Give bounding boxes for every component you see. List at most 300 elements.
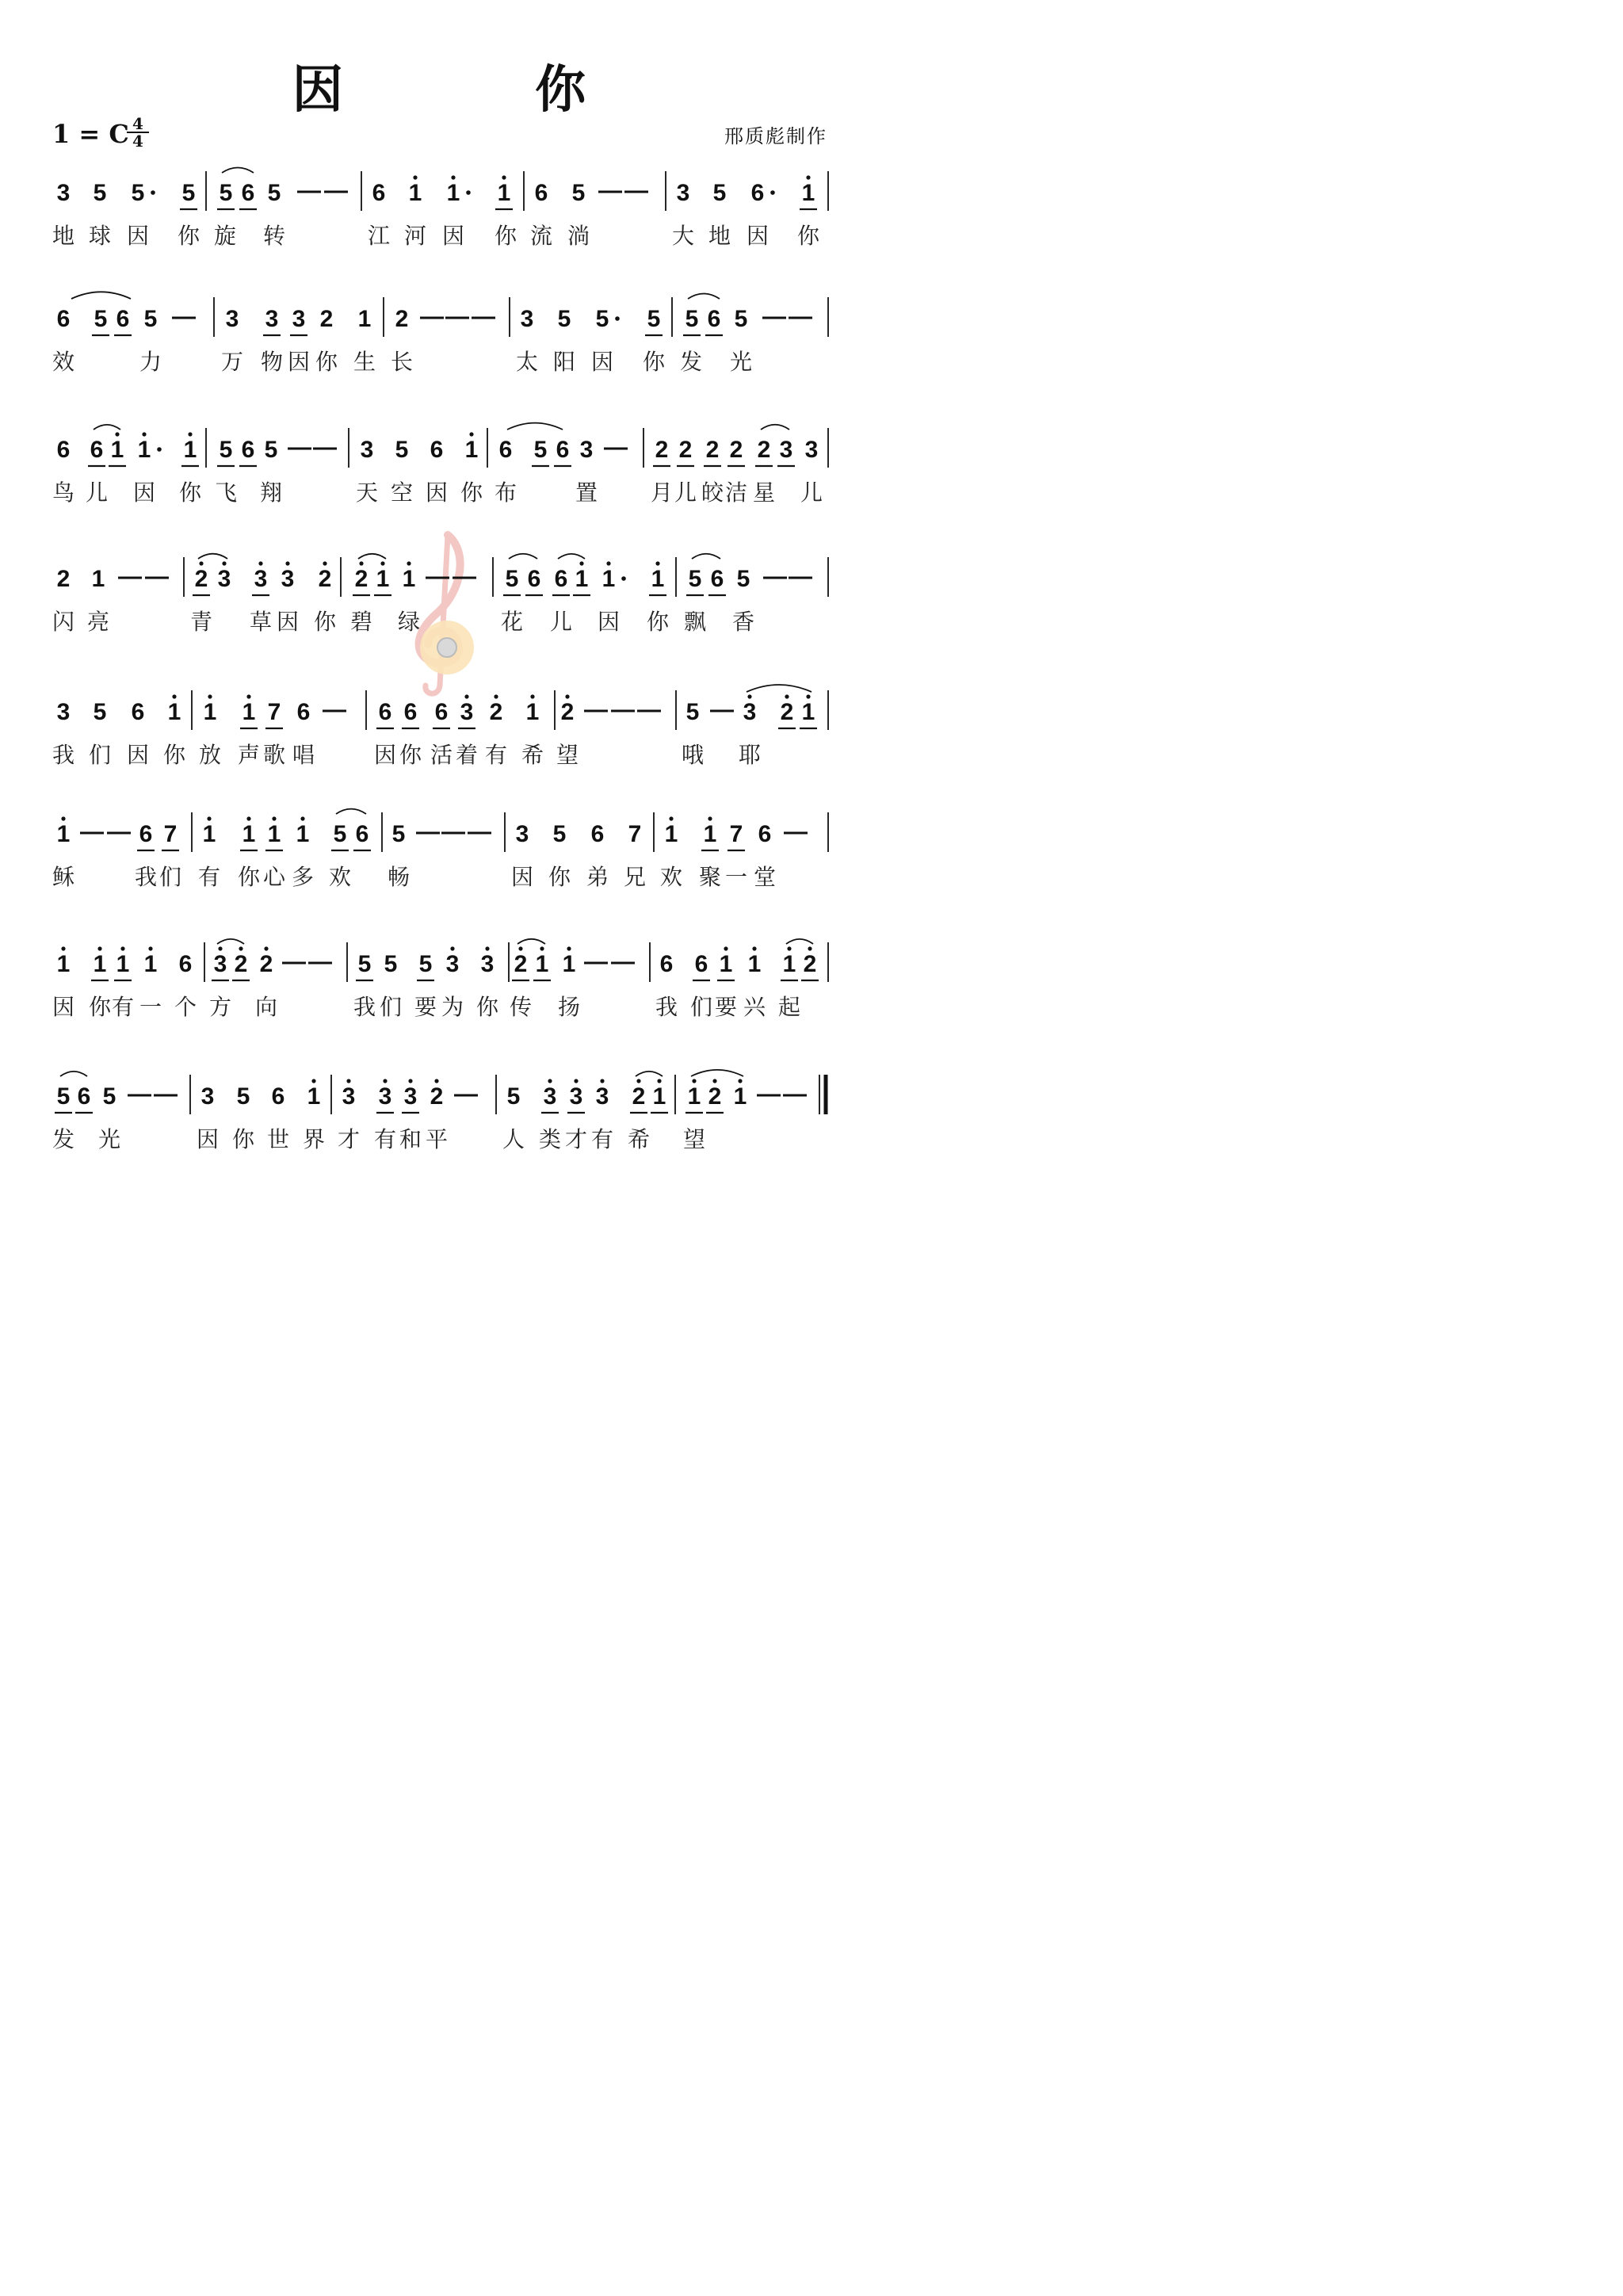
slur: [558, 554, 585, 559]
high-octave-dot: [218, 946, 222, 950]
lyric-char: 有: [111, 994, 135, 1020]
note-6: 6: [241, 180, 255, 206]
note-2: 2: [430, 1083, 444, 1110]
lyric-char: 一: [724, 864, 748, 890]
high-octave-dot: [565, 694, 569, 698]
lyric-char: 欢: [328, 864, 352, 890]
lyric-char: 心: [262, 864, 286, 890]
lyric-char: 要: [714, 994, 738, 1020]
slur: [691, 1070, 743, 1076]
lyric-char: 飘: [683, 609, 707, 635]
dash-extension: —: [604, 434, 628, 460]
note-3: 3: [515, 821, 529, 847]
lyric-char: 儿: [85, 479, 109, 506]
lyric-char: 人: [502, 1126, 525, 1152]
note-1: 1: [296, 821, 310, 847]
lyric-char: 有: [197, 864, 221, 890]
note-5: 5: [552, 821, 567, 847]
high-octave-dot: [148, 946, 152, 950]
note-5: 5: [734, 306, 748, 332]
high-octave-dot: [61, 946, 65, 950]
lyric-char: 向: [254, 994, 278, 1020]
note-1: 1: [307, 1083, 321, 1110]
lyric-char: 因: [597, 609, 621, 635]
lyric-char: 平: [425, 1126, 449, 1152]
high-octave-dot: [172, 694, 176, 698]
note-5: 5: [93, 699, 107, 725]
note-3: 3: [56, 699, 71, 725]
high-octave-dot: [752, 946, 756, 950]
lyric-char: 我: [134, 864, 158, 890]
slur: [688, 294, 720, 300]
dash-extension: —: [426, 563, 449, 590]
meter-denominator: 4: [127, 132, 149, 149]
lyric-char: 传: [509, 994, 533, 1020]
note-5: 5: [357, 951, 372, 977]
note-7: 7: [729, 821, 743, 847]
slur: [358, 554, 386, 559]
note-2: 2: [705, 437, 720, 463]
high-octave-dot: [808, 946, 812, 950]
dash-extension: —: [172, 304, 196, 330]
high-octave-dot: [724, 946, 727, 950]
high-octave-dot: [451, 175, 455, 179]
note-1: 1: [357, 306, 372, 332]
lyric-char: 儿: [800, 479, 823, 506]
note-3: 3: [254, 566, 268, 592]
lyric-char: 活: [430, 742, 453, 768]
note-1: 1: [719, 951, 733, 977]
high-octave-dot: [246, 694, 250, 698]
note-3: 3: [480, 951, 495, 977]
note-1: 1: [143, 951, 158, 977]
note-6: 6: [241, 437, 255, 463]
high-octave-dot: [380, 561, 384, 565]
note-5: 5: [712, 180, 727, 206]
lyric-char: 翔: [259, 479, 283, 506]
high-octave-dot: [188, 432, 192, 436]
note-5: 5: [685, 306, 699, 332]
lyric-char: 皎: [701, 479, 724, 506]
note-5: 5: [264, 437, 278, 463]
note-6: 6: [498, 437, 513, 463]
lyric-char: 们: [689, 994, 713, 1020]
lyric-char: 绿: [397, 609, 421, 635]
note-7: 7: [628, 821, 642, 847]
lyric-char: 天: [355, 479, 379, 506]
note-3: 3: [804, 437, 819, 463]
high-octave-dot: [708, 816, 712, 820]
note-2: 2: [318, 566, 332, 592]
lyric-char: 你: [646, 609, 670, 635]
note-3: 3: [265, 306, 279, 332]
high-octave-dot: [408, 1079, 412, 1083]
note-1: 1: [242, 821, 256, 847]
note-2: 2: [655, 437, 669, 463]
note-5: 5: [333, 821, 347, 847]
lyric-char: 们: [158, 864, 182, 890]
note-1: 1: [183, 437, 197, 463]
lyric-char: 力: [139, 349, 162, 375]
high-octave-dot: [485, 946, 489, 950]
lyric-char: 旋: [213, 223, 237, 249]
note-5: 5: [131, 180, 145, 206]
note-1: 1: [110, 437, 124, 463]
lyric-char: 方: [208, 994, 232, 1020]
high-octave-dot: [636, 1079, 640, 1083]
lyric-char: 你: [162, 742, 186, 768]
lyric-char: 因: [373, 742, 397, 768]
note-5: 5: [181, 180, 196, 206]
note-2: 2: [708, 1083, 722, 1110]
lyric-char: 聚: [698, 864, 722, 890]
dash-extension: —: [789, 563, 812, 590]
note-3: 3: [378, 1083, 392, 1110]
note-1: 1: [93, 951, 107, 977]
high-octave-dot: [239, 946, 242, 950]
lyric-char: 因: [441, 223, 465, 249]
high-octave-dot: [518, 946, 522, 950]
lyric-char: 唱: [292, 742, 315, 768]
note-1: 1: [116, 951, 130, 977]
dash-extension: —: [445, 304, 469, 330]
note-3: 3: [569, 1083, 583, 1110]
lyric-char: 畅: [387, 864, 411, 890]
lyric-char: 你: [88, 994, 112, 1020]
note-5: 5: [102, 1083, 116, 1110]
lyric-char: 发: [52, 1126, 75, 1152]
lyric-char: 你: [315, 349, 338, 375]
note-1: 1: [562, 951, 576, 977]
lyric-char: 闪: [52, 609, 75, 635]
lyric-char: 生: [353, 349, 376, 375]
lyric-char: 空: [390, 479, 414, 506]
high-octave-dot: [469, 432, 473, 436]
lyric-char: 多: [291, 864, 315, 890]
lyric-char: 光: [729, 349, 753, 375]
lyric-char: 地: [52, 223, 75, 249]
score-row: [52, 423, 828, 506]
slur: [60, 1072, 87, 1076]
note-6: 6: [355, 821, 369, 847]
dash-extension: —: [282, 949, 306, 975]
lyric-char: 大: [671, 223, 695, 249]
note-1: 1: [497, 180, 511, 206]
note-5: 5: [533, 437, 548, 463]
note-1: 1: [376, 566, 390, 592]
note-1: 1: [56, 951, 71, 977]
lyric-char: 江: [367, 223, 391, 249]
dash-extension: —: [441, 819, 465, 845]
note-5: 5: [395, 437, 409, 463]
note-3: 3: [445, 951, 460, 977]
dash-extension: —: [420, 304, 444, 330]
dash-extension: —: [710, 697, 734, 723]
lyric-char: 个: [174, 994, 197, 1020]
lyric-char: 星: [752, 479, 776, 506]
dash-extension: —: [454, 1081, 478, 1107]
dash-extension: —: [80, 819, 104, 845]
dash-extension: —: [145, 563, 169, 590]
dash-extension: —: [288, 434, 311, 460]
high-octave-dot: [115, 432, 119, 436]
note-6: 6: [750, 180, 765, 206]
note-2: 2: [729, 437, 743, 463]
dash-extension: —: [154, 1081, 178, 1107]
note-1: 1: [664, 821, 678, 847]
score-row: [52, 685, 828, 768]
lyric-char: 因: [196, 1126, 220, 1152]
lyric-char: 因: [126, 223, 150, 249]
slur: [747, 685, 812, 692]
note-5: 5: [219, 437, 233, 463]
high-octave-dot: [311, 1079, 315, 1083]
dash-extension: —: [313, 434, 337, 460]
dash-extension: —: [584, 697, 608, 723]
dash-extension: —: [297, 178, 321, 204]
note-2: 2: [757, 437, 771, 463]
slur: [761, 425, 789, 430]
dash-extension: —: [472, 304, 495, 330]
lyric-char: 声: [237, 742, 261, 768]
high-octave-dot: [567, 946, 571, 950]
note-6: 6: [116, 306, 130, 332]
lyric-char: 才: [564, 1126, 588, 1152]
high-octave-dot: [323, 561, 327, 565]
dash-extension: —: [762, 304, 786, 330]
note-1: 1: [652, 1083, 666, 1110]
note-7: 7: [267, 699, 281, 725]
lyric-char: 弟: [586, 864, 609, 890]
lyric-char: 因: [510, 864, 534, 890]
note-6: 6: [527, 566, 541, 592]
dash-extension: —: [784, 819, 808, 845]
note-6: 6: [372, 180, 386, 206]
high-octave-dot: [61, 816, 65, 820]
dash-extension: —: [624, 178, 648, 204]
note-5: 5: [418, 951, 433, 977]
high-octave-dot: [258, 561, 262, 565]
note-1: 1: [747, 951, 762, 977]
slur: [509, 554, 537, 559]
high-octave-dot: [222, 561, 226, 565]
lyric-char: 欢: [659, 864, 683, 890]
note-1: 1: [733, 1083, 747, 1110]
lyric-char: 淌: [567, 223, 590, 249]
note-5: 5: [56, 1083, 71, 1110]
high-octave-dot: [540, 946, 544, 950]
note-2: 2: [319, 306, 334, 332]
note-6: 6: [659, 951, 674, 977]
lyric-char: 放: [198, 742, 222, 768]
note-1: 1: [408, 180, 422, 206]
lyric-char: 起: [777, 994, 801, 1020]
note-3: 3: [281, 566, 295, 592]
lyric-char: 月: [650, 479, 674, 506]
high-octave-dot: [208, 694, 212, 698]
lyric-char: 河: [403, 223, 427, 249]
note-6: 6: [707, 306, 721, 332]
dash-extension: —: [789, 304, 812, 330]
dash-extension: —: [118, 563, 142, 590]
lyric-char: 有: [373, 1126, 397, 1152]
note-5: 5: [236, 1083, 250, 1110]
lyric-char: 光: [97, 1126, 121, 1152]
slur: [198, 554, 227, 559]
score-row: [52, 1070, 826, 1152]
slur: [94, 425, 120, 430]
note-1: 1: [91, 566, 105, 592]
note-5: 5: [506, 1083, 521, 1110]
note-6: 6: [296, 699, 311, 725]
lyric-char: 类: [538, 1126, 562, 1152]
lyric-char: 花: [500, 609, 524, 635]
note-3: 3: [56, 180, 71, 206]
note-3: 3: [225, 306, 239, 332]
dash-extension: —: [598, 178, 622, 204]
note-5: 5: [557, 306, 571, 332]
author-credit: 邢质彪制作: [724, 125, 827, 147]
high-octave-dot: [300, 816, 304, 820]
note-1: 1: [446, 180, 460, 206]
high-octave-dot: [669, 816, 673, 820]
note-6: 6: [556, 437, 570, 463]
high-octave-dot: [606, 561, 610, 565]
high-octave-dot: [97, 946, 101, 950]
note-5: 5: [391, 821, 406, 847]
note-2: 2: [514, 951, 528, 977]
lyric-char: 万: [220, 349, 244, 375]
note-2: 2: [234, 951, 248, 977]
note-3: 3: [292, 306, 306, 332]
lyric-char: 儿: [549, 609, 573, 635]
note-2: 2: [780, 699, 794, 725]
note-6: 6: [56, 306, 71, 332]
slur: [517, 939, 545, 944]
lyric-char: 着: [455, 742, 479, 768]
dash-extension: —: [757, 1081, 781, 1107]
note-5: 5: [685, 699, 700, 725]
lyric-char: 你: [177, 223, 200, 249]
lyric-char: 歌: [262, 742, 286, 768]
slur: [222, 168, 254, 174]
lyric-char: 我: [353, 994, 376, 1020]
lyric-char: 为: [441, 994, 464, 1020]
note-1: 1: [202, 821, 216, 847]
dash-extension: —: [323, 697, 346, 723]
high-octave-dot: [383, 1079, 387, 1083]
note-3: 3: [342, 1083, 356, 1110]
dash-extension: —: [453, 563, 476, 590]
lyric-char: 布: [494, 479, 517, 506]
note-6: 6: [434, 699, 449, 725]
slur: [507, 423, 563, 430]
dash-extension: —: [128, 1081, 151, 1107]
note-2: 2: [560, 699, 575, 725]
high-octave-dot: [285, 561, 289, 565]
note-3: 3: [460, 699, 474, 725]
note-3: 3: [595, 1083, 609, 1110]
note-6: 6: [56, 437, 71, 463]
note-1: 1: [601, 566, 616, 592]
high-octave-dot: [600, 1079, 604, 1083]
lyric-char: 有: [590, 1126, 614, 1152]
lyric-char: 你: [642, 349, 666, 375]
lyric-char: 希: [521, 742, 544, 768]
note-5: 5: [688, 566, 702, 592]
note-6: 6: [178, 951, 193, 977]
high-octave-dot: [407, 561, 411, 565]
note-6: 6: [271, 1083, 285, 1110]
lyric-char: 望: [682, 1126, 706, 1152]
dash-extension: —: [783, 1081, 807, 1107]
lyric-char: 草: [249, 609, 273, 635]
note-1: 1: [137, 437, 151, 463]
note-1: 1: [402, 566, 416, 592]
lyric-char: 们: [88, 742, 112, 768]
high-octave-dot: [579, 561, 583, 565]
lyric-char: 球: [88, 223, 112, 249]
score-row: [52, 939, 828, 1020]
note-1: 1: [203, 699, 217, 725]
lyric-char: 你: [548, 864, 571, 890]
note-5: 5: [647, 306, 661, 332]
note-2: 2: [194, 566, 208, 592]
note-5: 5: [267, 180, 281, 206]
lyric-char: 你: [231, 1126, 255, 1152]
lyric-char: 哦: [681, 742, 705, 768]
lyric-char: 稣: [52, 864, 75, 890]
note-3: 3: [360, 437, 374, 463]
lyric-char: 你: [313, 609, 337, 635]
note-2: 2: [632, 1083, 646, 1110]
note-2: 2: [489, 699, 503, 725]
note-3: 3: [743, 699, 757, 725]
lyric-char: 才: [337, 1126, 361, 1152]
note-1: 1: [687, 1083, 701, 1110]
lyric-char: 发: [679, 349, 703, 375]
dash-extension: —: [107, 819, 131, 845]
high-octave-dot: [747, 694, 751, 698]
note-6: 6: [710, 566, 724, 592]
high-octave-dot: [806, 694, 810, 698]
lyric-char: 兴: [743, 994, 766, 1020]
lyric-char: 你: [178, 479, 202, 506]
lyric-char: 耶: [738, 742, 762, 768]
slur: [336, 809, 366, 814]
note-6: 6: [378, 699, 392, 725]
note-6: 6: [403, 699, 418, 725]
note-6: 6: [77, 1083, 91, 1110]
lyric-char: 转: [262, 223, 286, 249]
note-3: 3: [543, 1083, 557, 1110]
note-3: 3: [520, 306, 534, 332]
note-2: 2: [259, 951, 273, 977]
lyric-char: 我: [655, 994, 678, 1020]
meter-numerator: 4: [132, 114, 143, 133]
augmentation-dot: [157, 447, 162, 452]
note-1: 1: [575, 566, 589, 592]
high-octave-dot: [712, 1079, 716, 1083]
lyric-char: 阳: [552, 349, 576, 375]
high-octave-dot: [450, 946, 454, 950]
note-1: 1: [801, 699, 815, 725]
note-6: 6: [554, 566, 568, 592]
lyric-char: 洁: [724, 479, 748, 506]
lyric-char: 你: [237, 864, 261, 890]
augmentation-dot: [615, 316, 620, 321]
lyric-char: 你: [494, 223, 517, 249]
